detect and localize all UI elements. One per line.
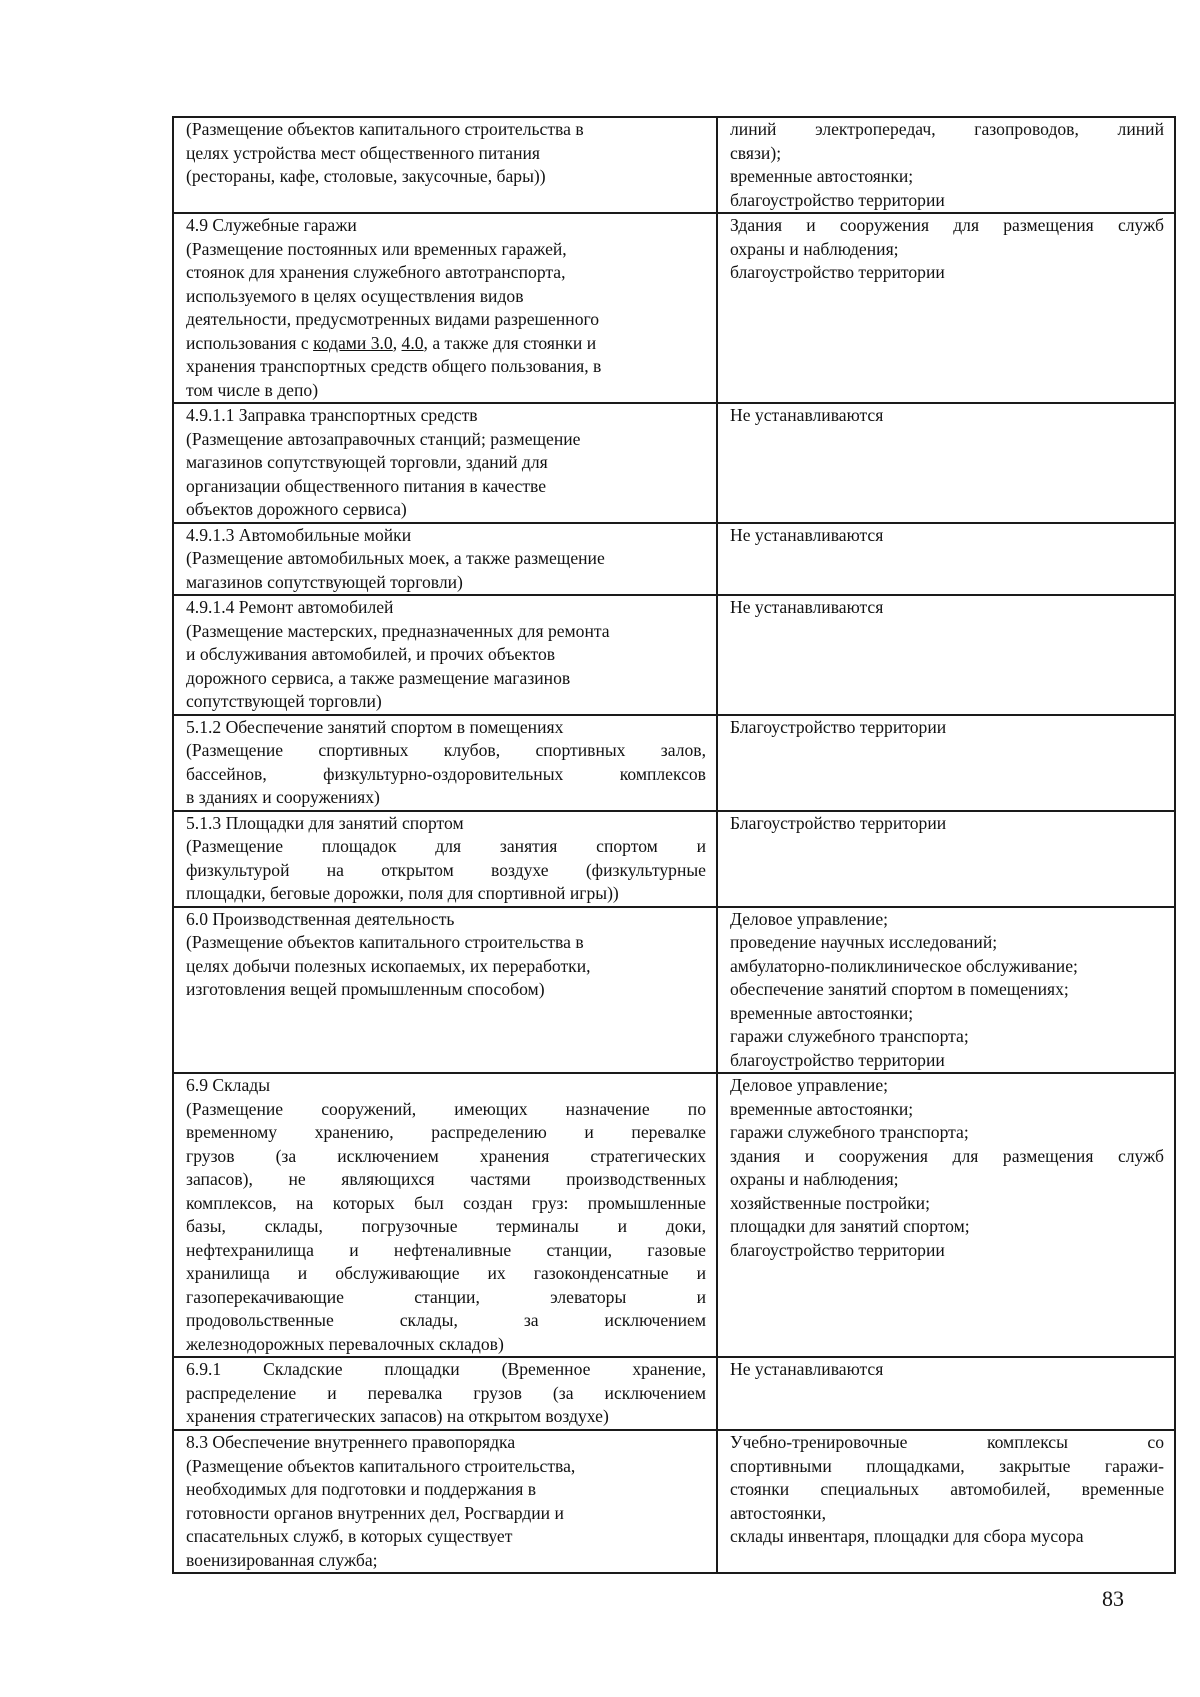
cell-line: Благоустройство территории [730, 716, 947, 737]
code-link[interactable]: 4.0 [401, 332, 424, 353]
cell-line: (Размещение спортивных клубов, спортивных залов, [186, 740, 706, 760]
cell-line: деятельности, предусмотренных видами разрешенного [186, 309, 600, 329]
cell-line: в зданиях и сооружениях) [186, 787, 380, 807]
table-row [173, 117, 1175, 213]
cell-line: временные автостоянки; [730, 1098, 914, 1119]
cell-heading: 4.9.1.3 Автомобильные мойки [186, 524, 412, 545]
cell-line: Не устанавливаются [730, 524, 884, 545]
cell-line: физкультурой на открытом воздухе (физкультурные [186, 859, 706, 880]
cell-line: благоустройство территории [730, 262, 945, 282]
use-type-cell [173, 715, 717, 811]
use-type-cell [173, 595, 717, 715]
cell-line: связи); [730, 142, 782, 163]
cell-line: используемого в целях осуществления видов [186, 285, 524, 306]
table-row [173, 1073, 1175, 1357]
use-type-cell [173, 1073, 717, 1357]
cell-heading: 6.9 Склады [186, 1075, 271, 1095]
cell-line: Не устанавливаются [730, 597, 884, 617]
cell-line: готовности органов внутренних дел, Росгвардии и [186, 1502, 564, 1523]
cell-line: (Размещение площадок для занятия спортом и [186, 836, 706, 856]
cell-line: временному хранению, распределению и перевалке [186, 1122, 706, 1142]
cell-line: обеспечение занятий спортом в помещениях; [730, 979, 1069, 999]
cell-line: охраны и наблюдения; [730, 238, 899, 259]
cell-line: военизированная служба; [186, 1549, 378, 1570]
cell-line: нефтехранилища и нефтеналивные станции, газовые [186, 1239, 706, 1260]
cell-line: временные автостоянки; [730, 166, 914, 186]
table-row [173, 595, 1175, 715]
cell-line: (Размещение автозаправочных станций; размещение [186, 428, 581, 449]
cell-line: благоустройство территории [730, 1049, 945, 1070]
cell-line: Не устанавливаются [730, 1359, 884, 1379]
cell-heading: 8.3 Обеспечение внутреннего правопорядка [186, 1432, 516, 1452]
cell-heading: 5.1.2 Обеспечение занятий спортом в помещениях [186, 716, 564, 737]
permitted-objects-cell [717, 523, 1175, 596]
table-row [173, 1357, 1175, 1430]
cell-line: продовольственные склады, за исключением [186, 1310, 706, 1330]
use-type-cell [173, 213, 717, 403]
cell-line: линий электропередач, газопроводов, линий [730, 119, 1164, 139]
cell-line: запасов), не являющихся частями производственных [186, 1169, 706, 1189]
permitted-objects-cell [717, 1357, 1175, 1430]
cell-line: железнодорожных перевалочных складов) [186, 1333, 504, 1354]
cell-line: хранения стратегических запасов) на открытом воздухе) [186, 1406, 609, 1426]
cell-line: проведение научных исследований; [730, 932, 998, 952]
table-row [173, 213, 1175, 403]
cell-line: площадки, беговые дорожки, поля для спортивной игры)) [186, 883, 619, 903]
table-row [173, 1430, 1175, 1573]
table-row [173, 403, 1175, 523]
use-type-cell [173, 403, 717, 523]
cell-line: амбулаторно-поликлиническое обслуживание; [730, 955, 1078, 976]
cell-line: стоянок для хранения служебного автотранспорта, [186, 262, 566, 282]
cell-line: газоперекачивающие станции, элеваторы и [186, 1286, 706, 1307]
use-type-cell [173, 1357, 717, 1430]
cell-line: (Размещение объектов капитального строительства, [186, 1455, 576, 1476]
cell-line: Не устанавливаются [730, 405, 884, 425]
cell-line: базы, склады, погрузочные терминалы и доки, [186, 1216, 706, 1236]
cell-line: хранилища и обслуживающие их газоконденсатные и [186, 1263, 706, 1283]
permitted-objects-cell [717, 907, 1175, 1074]
cell-line: автостоянки, [730, 1502, 826, 1523]
cell-heading: 4.9 Служебные гаражи [186, 215, 357, 235]
use-type-cell [173, 1430, 717, 1573]
cell-line: Благоустройство территории [730, 812, 947, 833]
table-row [173, 811, 1175, 907]
cell-line: (Размещение автомобильных моек, а также размещение [186, 548, 605, 568]
permitted-objects-cell [717, 1430, 1175, 1573]
code-link[interactable]: кодами 3.0 [313, 332, 393, 353]
use-type-cell [173, 523, 717, 596]
cell-line: магазинов сопутствующей торговли, зданий для [186, 452, 548, 472]
cell-line: благоустройство территории [730, 1239, 945, 1260]
permitted-objects-cell [717, 1073, 1175, 1357]
cell-line: спортивными площадками, закрытые гаражи- [730, 1455, 1164, 1476]
cell-line: и обслуживания автомобилей, и прочих объектов [186, 644, 556, 664]
cell-text: , [392, 332, 402, 353]
cell-line: (Размещение мастерских, предназначенных для ремонта [186, 620, 610, 641]
cell-line: охраны и наблюдения; [730, 1169, 899, 1189]
cell-line: изготовления вещей промышленным способом) [186, 979, 545, 999]
use-type-cell [173, 117, 717, 213]
cell-line: гаражи служебного транспорта; [730, 1026, 969, 1046]
cell-line: (рестораны, кафе, столовые, закусочные, бары)) [186, 166, 546, 186]
cell-line: (Размещение объектов капитального строительства в [186, 119, 584, 139]
cell-line: спасательных служб, в которых существует [186, 1526, 513, 1546]
cell-line: гаражи служебного транспорта; [730, 1122, 969, 1142]
use-type-cell [173, 907, 717, 1074]
cell-line: целях добычи полезных ископаемых, их переработки, [186, 955, 591, 976]
use-type-cell [173, 811, 717, 907]
cell-text: использования с [186, 332, 314, 353]
cell-line: хранения транспортных средств общего пользования, в [186, 356, 602, 376]
table-row [173, 523, 1175, 596]
cell-line: необходимых для подготовки и поддержания в [186, 1479, 537, 1499]
cell-line: Деловое управление; [730, 1075, 889, 1095]
cell-line: магазинов сопутствующей торговли) [186, 571, 463, 592]
cell-line: (Размещение сооружений, имеющих назначение по [186, 1098, 706, 1119]
cell-line: дорожного сервиса, а также размещение магазинов [186, 667, 571, 688]
cell-line: комплексов, на которых был создан груз: промышленные [186, 1192, 706, 1213]
cell-line: бассейнов, физкультурно-оздоровительных комплексов [186, 763, 706, 784]
cell-line: (Размещение постоянных или временных гаражей, [186, 238, 567, 259]
permitted-objects-cell [717, 715, 1175, 811]
cell-heading: 5.1.3 Площадки для занятий спортом [186, 812, 464, 833]
cell-line: организации общественного питания в качестве [186, 475, 547, 496]
cell-line [186, 332, 706, 356]
cell-line: площадки для занятий спортом; [730, 1216, 970, 1236]
permitted-objects-cell [717, 811, 1175, 907]
table-row [173, 907, 1175, 1074]
cell-heading: 6.0 Производственная деятельность [186, 908, 455, 929]
permitted-objects-cell [717, 117, 1175, 213]
cell-line: объектов дорожного сервиса) [186, 499, 407, 519]
cell-line: целях устройства мест общественного питания [186, 142, 540, 163]
cell-line: сопутствующей торговли) [186, 691, 382, 711]
cell-line: распределение и перевалка грузов (за исключением [186, 1382, 706, 1403]
permitted-objects-cell [717, 403, 1175, 523]
cell-line: временные автостоянки; [730, 1002, 914, 1023]
cell-line: (Размещение объектов капитального строительства в [186, 932, 584, 952]
cell-line: Здания и сооружения для размещения служб [730, 215, 1164, 235]
cell-line: стоянки специальных автомобилей, временные [730, 1479, 1164, 1499]
cell-line: 6.9.1 Складские площадки (Временное хранение, [186, 1359, 706, 1379]
page-number: 83 [1102, 1586, 1124, 1611]
cell-line: хозяйственные постройки; [730, 1192, 930, 1213]
permitted-objects-cell [717, 213, 1175, 403]
cell-heading: 4.9.1.4 Ремонт автомобилей [186, 597, 394, 617]
cell-line: грузов (за исключением хранения стратегических [186, 1145, 706, 1166]
cell-heading: 4.9.1.1 Заправка транспортных средств [186, 405, 478, 425]
table-row [173, 715, 1175, 811]
cell-line: Деловое управление; [730, 908, 889, 929]
land-use-table [172, 116, 1176, 1574]
cell-text: , а также для стоянки и [423, 332, 597, 353]
cell-line: Учебно-тренировочные комплексы со [730, 1432, 1164, 1452]
cell-line: благоустройство территории [730, 189, 945, 210]
cell-line: склады инвентаря, площадки для сбора мусора [730, 1526, 1084, 1546]
cell-line: здания и сооружения для размещения служб [730, 1145, 1164, 1166]
cell-line: том числе в депо) [186, 379, 319, 400]
permitted-objects-cell [717, 595, 1175, 715]
